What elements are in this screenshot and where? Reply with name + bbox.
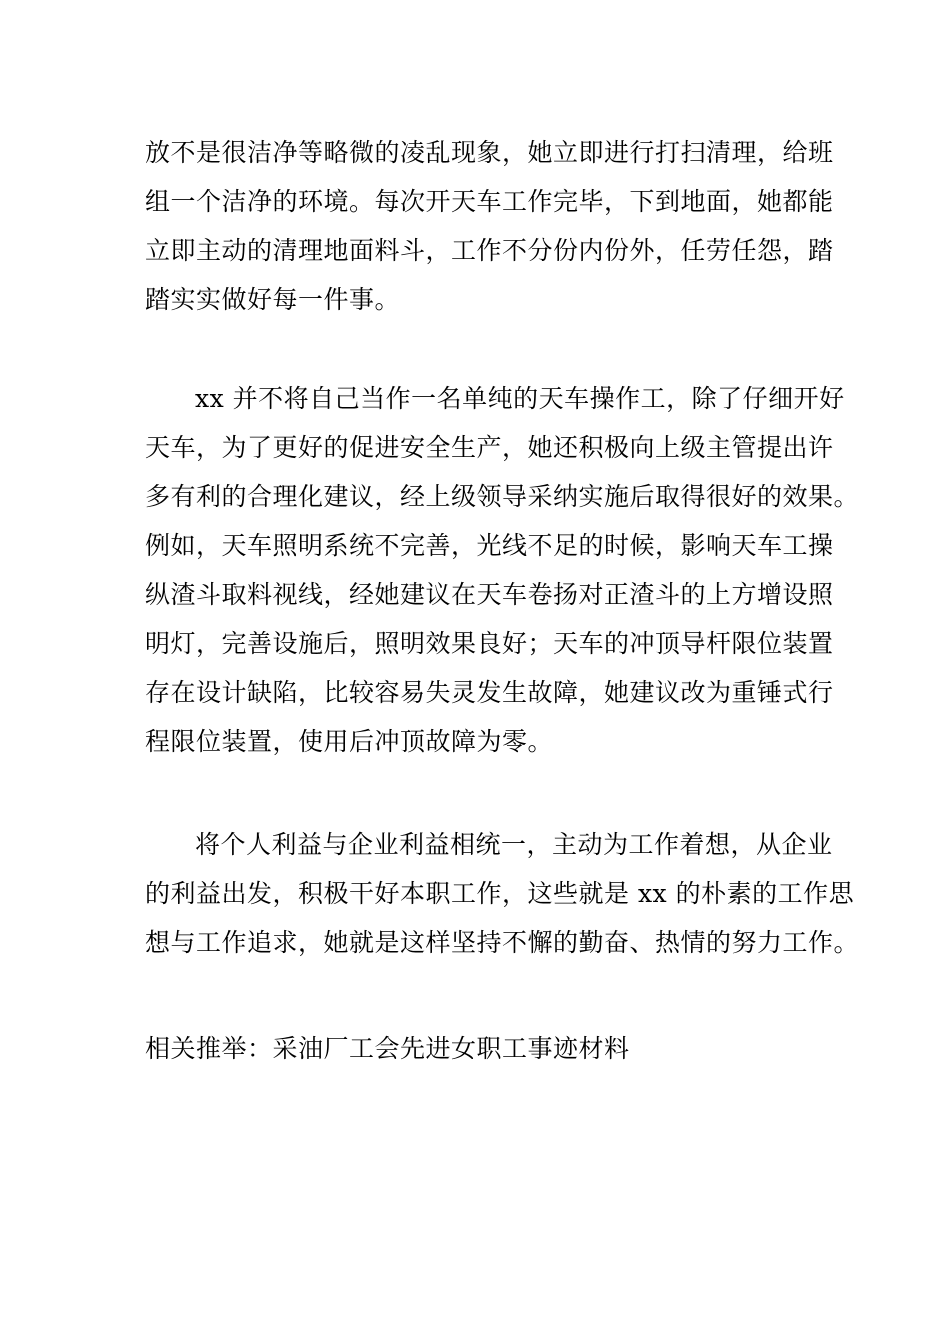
paragraph-line: 纵渣斗取料视线，经她建议在天车卷扬对正渣斗的上方增设照: [145, 580, 834, 609]
paragraph-line: 多有利的合理化建议，经上级领导采纳实施后取得很好的效果。: [145, 482, 860, 511]
paragraph-line: 的利益出发，积极干好本职工作，这些就是 xx 的朴素的工作思: [145, 879, 855, 908]
paragraph-line: 组一个洁净的环境。每次开天车工作完毕，下到地面，她都能: [145, 187, 834, 216]
paragraph-line: 踏实实做好每一件事。: [145, 285, 401, 314]
related-recommendation: [145, 1024, 825, 1073]
paragraph-2: [145, 374, 860, 766]
paragraph-line: 将个人利益与企业利益相统一，主动为工作着想，从企业: [195, 830, 833, 859]
paragraph-line: 程限位装置，使用后冲顶故障为零。: [145, 727, 554, 756]
paragraph-line: 立即主动的清理地面料斗，工作不分份内份外，任劳任怨，踏: [145, 236, 834, 265]
paragraph-line: 想与工作追求，她就是这样坚持不懈的勤奋、热情的努力工作。: [145, 928, 860, 957]
related-link-text: 相关推举：采油厂工会先进女职工事迹材料: [145, 1034, 630, 1063]
paragraph-line: 放不是很洁净等略微的凌乱现象，她立即进行打扫清理，给班: [145, 138, 834, 167]
paragraph-line: 存在设计缺陷，比较容易失灵发生故障，她建议改为重锤式行: [145, 678, 834, 707]
paragraph-1: [145, 128, 834, 324]
paragraph-line: 例如，天车照明系统不完善，光线不足的时候，影响天车工操: [145, 531, 834, 560]
paragraph-line: 天车，为了更好的促进安全生产，她还积极向上级主管提出许: [145, 433, 834, 462]
paragraph-line: xx 并不将自己当作一名单纯的天车操作工，除了仔细开好: [195, 384, 845, 413]
paragraph-line: 明灯，完善设施后，照明效果良好；天车的冲顶导杆限位装置: [145, 629, 834, 658]
paragraph-3: [145, 820, 860, 967]
